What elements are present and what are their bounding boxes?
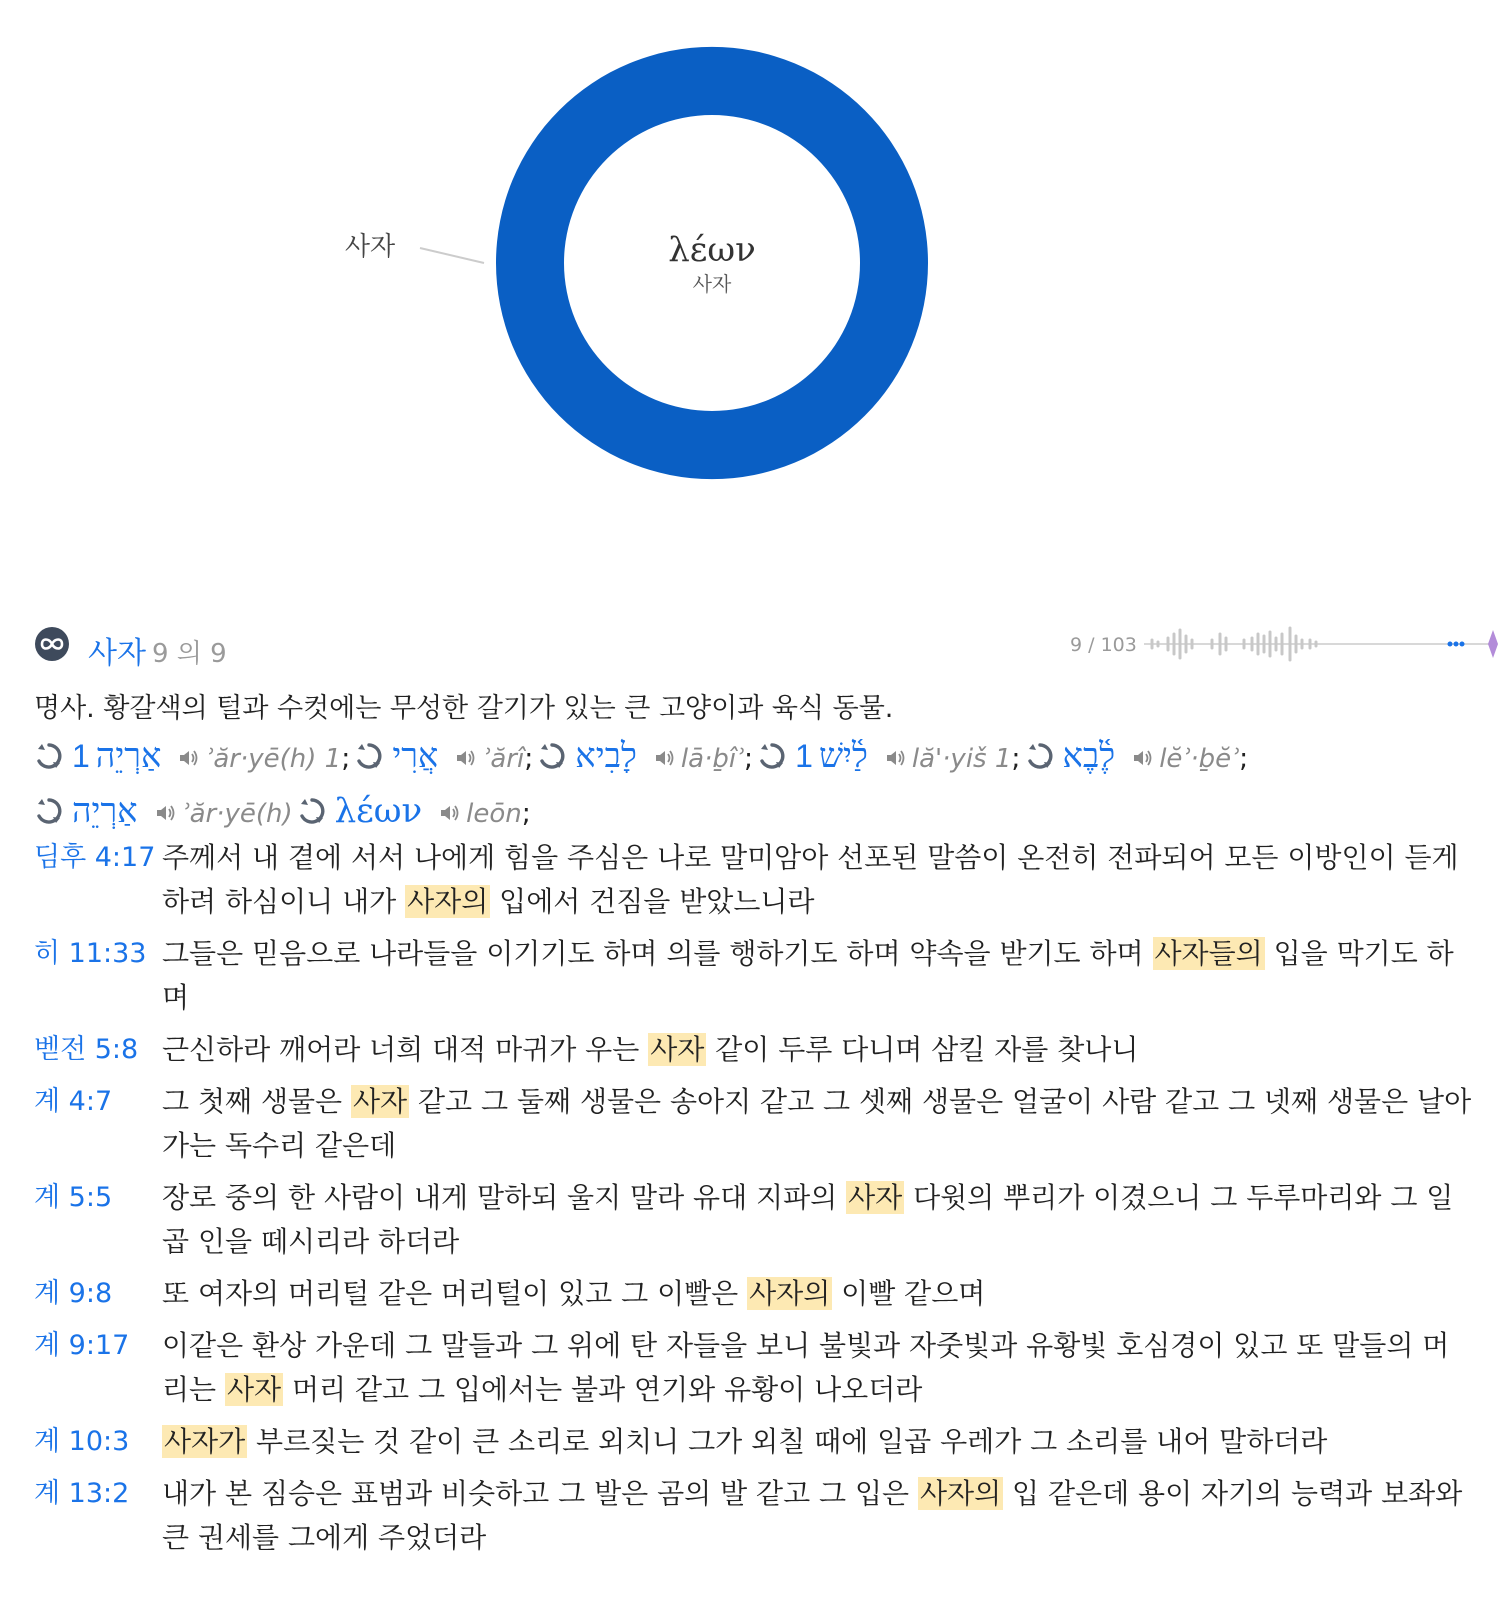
original-word-link[interactable]: לָבִיא <box>575 736 637 776</box>
word-item <box>34 730 350 785</box>
highlighted-term: 사자 <box>848 1181 903 1214</box>
verse-reference-link[interactable]: 계 9:17 <box>34 1330 130 1361</box>
verse-row <box>34 1272 1474 1316</box>
verse-reference-link[interactable]: 계 4:7 <box>34 1086 113 1117</box>
speaker-icon[interactable] <box>154 790 176 812</box>
entry-title: 사자 <box>88 636 146 671</box>
verse-text <box>162 836 1474 924</box>
highlighted-term: 사자의 <box>749 1277 831 1310</box>
verse-row <box>34 1176 1474 1264</box>
highlighted-term: 사자 <box>353 1085 408 1118</box>
speaker-icon[interactable] <box>653 735 675 757</box>
verse-reference-link[interactable]: 히 11:33 <box>34 938 147 969</box>
word-item <box>354 730 533 785</box>
entry-definition: 명사. 황갈색의 털과 수컷에는 무성한 갈기가 있는 큰 고양이과 육식 동물. <box>34 693 894 724</box>
transliteration: ʾărî <box>482 744 525 774</box>
verse-text-after: 이빨 같으며 <box>832 1277 986 1310</box>
original-word-link[interactable]: אֲרִי <box>392 736 439 776</box>
speaker-icon[interactable] <box>1131 735 1153 757</box>
verse-text-before: 근신하라 깨어라 너희 대적 마귀가 우는 <box>162 1033 649 1066</box>
highlighted-term: 사자의 <box>407 885 489 918</box>
occurrence-waveform[interactable] <box>1144 626 1508 662</box>
verse-reference-link[interactable]: 계 13:2 <box>34 1478 130 1509</box>
verse-row <box>34 1324 1474 1412</box>
verse-text-before: 내가 본 짐승은 표범과 비슷하고 그 발은 곰의 발 같고 그 입은 <box>162 1477 918 1510</box>
word-separator: ; <box>744 743 754 774</box>
verse-text-before: 이같은 환상 가운데 그 말들과 그 위에 탄 자들을 보니 불빛과 자줏빛과 유황빛 호심경이 있고 또 말들의 머리는 <box>162 1329 1450 1406</box>
original-word-link[interactable]: לֶ֫בֶא <box>1062 736 1116 776</box>
verse-text-before: 그 첫째 생물은 <box>162 1085 351 1118</box>
verse-text <box>162 1080 1474 1168</box>
occurrence-counter: 9 / 103 <box>1070 634 1137 656</box>
speaker-icon[interactable] <box>884 735 906 757</box>
verse-row <box>34 1080 1474 1168</box>
verse-text <box>162 1324 1474 1412</box>
transliteration: lă'·yiš 1 <box>911 744 1012 774</box>
highlighted-term: 사자들의 <box>1154 937 1263 970</box>
verse-text-after: 머리 같고 그 입에서는 불과 연기와 유황이 나오더라 <box>283 1373 923 1406</box>
verse-text-after: 입을 막기도 하며 <box>162 937 1454 1014</box>
chart-center-subtitle: 사자 <box>692 272 732 296</box>
verse-text-before: 또 여자의 머리털 같은 머리털이 있고 그 이빨은 <box>162 1277 748 1310</box>
loop-icon[interactable] <box>1025 737 1055 767</box>
verse-list <box>34 836 1474 1568</box>
transliteration: ʾăr·yē(h) 1 <box>205 744 342 774</box>
speaker-icon[interactable] <box>454 735 476 757</box>
word-item <box>1025 730 1249 785</box>
word-homonym-number: 1 <box>72 738 90 774</box>
original-word-link[interactable]: אַרְיֵה <box>72 791 138 831</box>
highlighted-term: 사자가 <box>164 1425 246 1458</box>
slice-label: 사자 <box>344 232 396 262</box>
verse-text <box>162 1272 1474 1316</box>
verse-text-after: 같이 두루 다니며 삼킬 자를 찾나니 <box>706 1033 1139 1066</box>
entry-count: 9 의 9 <box>152 639 227 669</box>
verse-text-after: 같고 그 둘째 생물은 송아지 같고 그 셋째 생물은 얼굴이 사람 같고 그 넷째 생물은 날아가는 독수리 같은데 <box>162 1085 1472 1162</box>
verse-text-before: 주께서 내 곁에 서서 나에게 힘을 주심은 나로 말미암아 선포된 말씀이 온전히 전파되어 모든 이방인이 듣게 하려 하심이니 내가 <box>162 841 1459 918</box>
highlighted-term: 사자의 <box>919 1477 1002 1510</box>
verse-text <box>162 1420 1474 1464</box>
loop-icon[interactable] <box>354 737 384 767</box>
donut-chart <box>0 0 1508 560</box>
entry-header <box>34 626 1474 671</box>
verse-row <box>34 836 1474 924</box>
original-word-link[interactable]: לַ֫יִשׁ <box>818 736 868 776</box>
word-item <box>34 785 293 840</box>
verse-reference-link[interactable]: 벧전 5:8 <box>34 1034 139 1065</box>
verse-text-before: 장로 중의 한 사람이 내게 말하되 울지 말라 유대 지파의 <box>162 1181 847 1214</box>
loop-icon[interactable] <box>537 737 567 767</box>
loop-icon[interactable] <box>34 792 64 822</box>
loop-icon[interactable] <box>297 792 327 822</box>
word-item <box>297 785 531 840</box>
verse-reference-link[interactable]: 계 9:8 <box>34 1278 113 1309</box>
verse-row <box>34 1028 1474 1072</box>
infinity-circle-icon[interactable] <box>34 626 70 662</box>
original-word-link[interactable]: אַרְיֵה <box>95 736 162 776</box>
speaker-icon[interactable] <box>438 790 460 812</box>
word-separator: ; <box>1011 743 1021 774</box>
loop-icon[interactable] <box>757 737 787 767</box>
verse-text-after: 입에서 건짐을 받았느니라 <box>490 885 815 918</box>
word-separator: ; <box>341 743 351 774</box>
loop-icon[interactable] <box>34 737 64 767</box>
word-homonym-number: 1 <box>795 738 813 774</box>
verse-reference-link[interactable]: 딤후 4:17 <box>34 842 156 873</box>
transliteration: lĕʾ·ḇĕʾ <box>1159 744 1240 774</box>
verse-text-before: 그들은 믿음으로 나라들을 이기기도 하며 의를 행하기도 하며 약속을 받기도 하며 <box>162 937 1153 970</box>
verse-reference-link[interactable]: 계 5:5 <box>34 1182 113 1213</box>
verse-text-after: 다윗의 뿌리가 이겼으니 그 두루마리와 그 일곱 인을 떼시리라 하더라 <box>162 1181 1454 1258</box>
original-words-list <box>34 730 1474 840</box>
verse-text-after: 입 같은데 용이 자기의 능력과 보좌와 큰 권세를 그에게 주었더라 <box>162 1477 1463 1554</box>
transliteration: lā·ḇîʾ <box>680 744 745 774</box>
verse-text <box>162 1028 1474 1072</box>
verse-row <box>34 1420 1474 1464</box>
word-separator: ; <box>524 743 534 774</box>
verse-text-after: 부르짖는 것 같이 큰 소리로 외치니 그가 외칠 때에 일곱 우레가 그 소리를 내어 말하더라 <box>247 1425 1328 1458</box>
verse-text <box>162 932 1474 1020</box>
highlighted-term: 사자 <box>227 1373 282 1406</box>
verse-row <box>34 1472 1474 1560</box>
word-separator: ; <box>1239 743 1249 774</box>
word-separator: ; <box>521 798 531 829</box>
transliteration: ʾăr·yē(h) <box>181 799 293 829</box>
slice-label-leader <box>420 248 484 263</box>
verse-reference-link[interactable]: 계 10:3 <box>34 1426 130 1457</box>
chart-center-title: λέων <box>668 230 756 270</box>
transliteration: leōn <box>466 799 522 829</box>
verse-text <box>162 1176 1474 1264</box>
verse-text <box>162 1472 1474 1560</box>
verse-row <box>34 932 1474 1020</box>
speaker-icon[interactable] <box>177 735 199 757</box>
original-word-link[interactable]: λέων <box>334 791 423 831</box>
highlighted-term: 사자 <box>650 1033 705 1066</box>
word-item <box>537 730 753 785</box>
word-item <box>757 730 1020 785</box>
